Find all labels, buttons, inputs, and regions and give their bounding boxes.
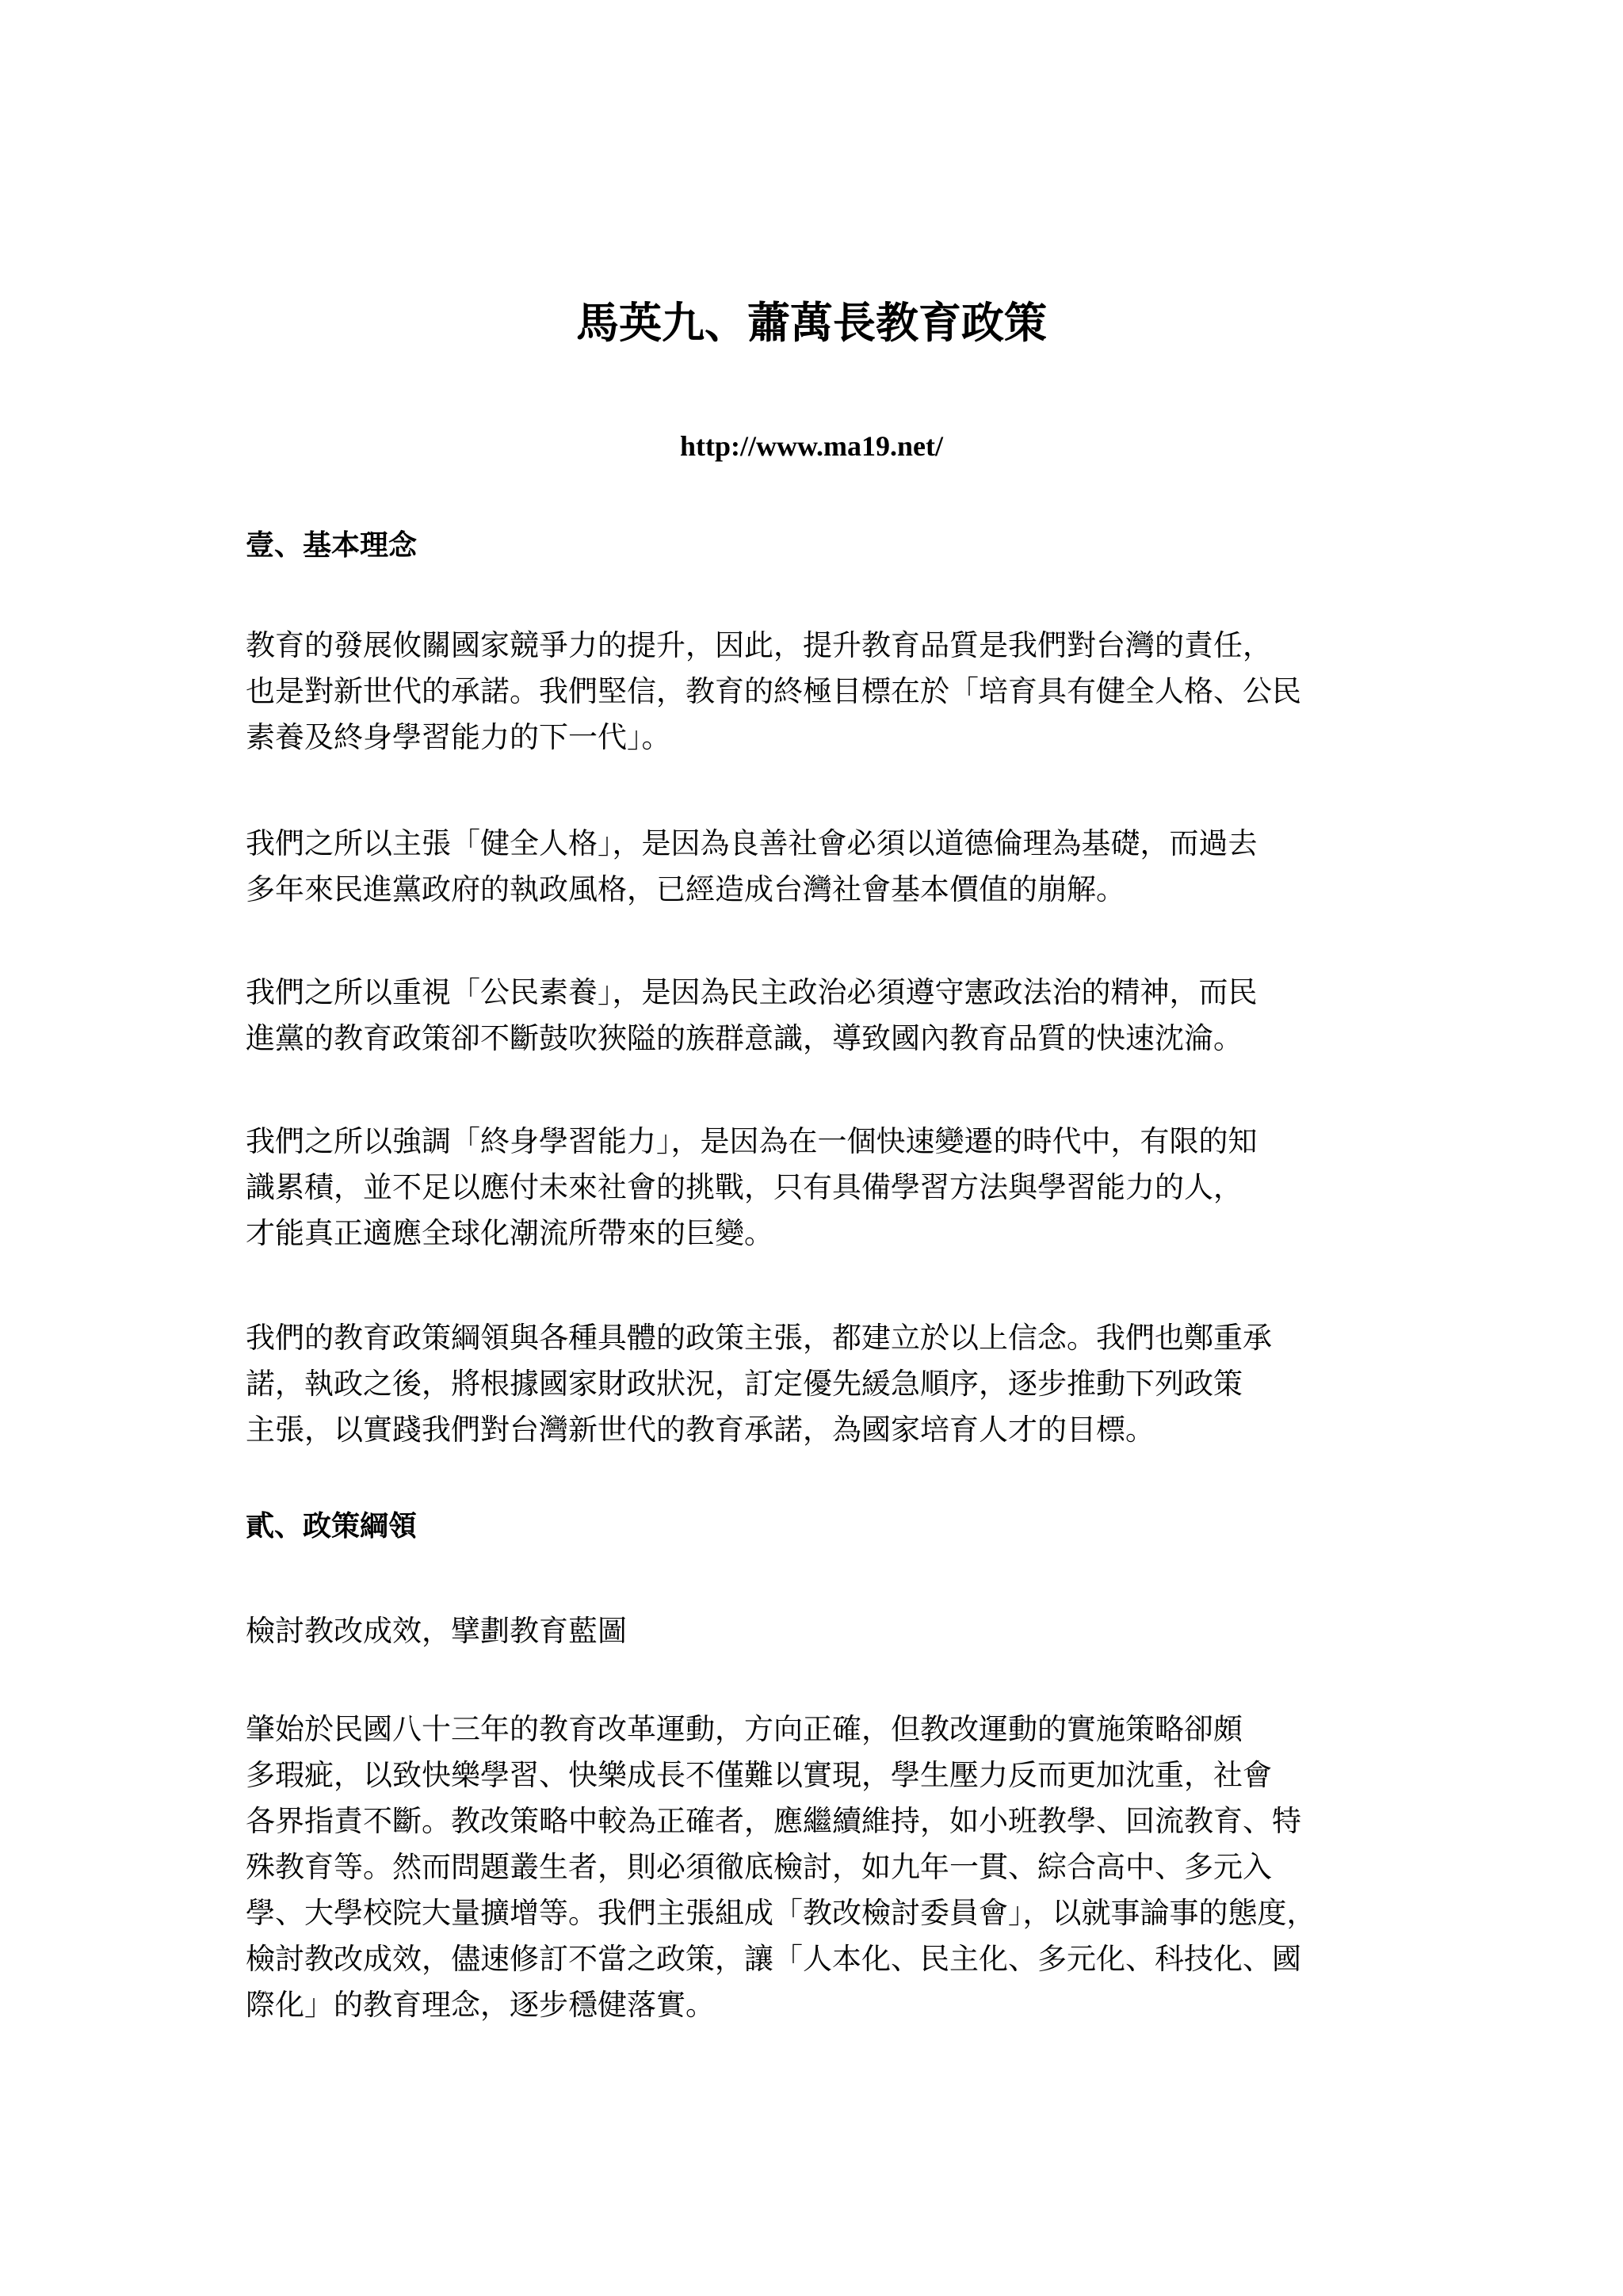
document-url: http://www.ma19.net/ [680,430,943,462]
paragraph-line: 肇始於民國八十三年的教育改革運動，方向正確，但教改運動的實施策略卻頗 [246,1712,1243,1746]
paragraph-line: 識累積，並不足以應付未來社會的挑戰，只有具備學習方法與學習能力的人， [246,1170,1243,1204]
paragraph-line: 檢討教改成效，儘速修訂不當之政策，讓「人本化、民主化、多元化、科技化、國 [246,1942,1301,1976]
paragraph-line: 我們之所以重視「公民素養」，是因為民主政治必須遵守憲政法治的精神，而民 [246,975,1258,1009]
paragraph-line: 我們的教育政策綱領與各種具體的政策主張，都建立於以上信念。我們也鄭重承 [246,1321,1272,1355]
paragraph-line: 學、大學校院大量擴增等。我們主張組成「教改檢討委員會」，以就事論事的態度， [246,1896,1316,1930]
section-heading-policy-outline: 貳、政策綱領 [246,1510,418,1543]
paragraph-line: 素養及終身學習能力的下一代」。 [246,720,671,754]
paragraph-line: 教育的發展攸關國家競爭力的提升，因此，提升教育品質是我們對台灣的責任， [246,628,1272,662]
section-heading-basic-ideas: 壹、基本理念 [246,529,418,562]
paragraph-line: 多年來民進黨政府的執政風格，已經造成台灣社會基本價值的崩解。 [246,872,1125,906]
paragraph [246,970,1419,1062]
paragraph-line: 才能真正適應全球化潮流所帶來的巨變。 [246,1216,773,1250]
paragraph-line: 我們之所以強調「終身學習能力」，是因為在一個快速變遷的時代中，有限的知 [246,1124,1258,1158]
paragraph-line: 各界指責不斷。教改策略中較為正確者，應繼續維持，如小班教學、回流教育、特 [246,1804,1301,1838]
paragraph-line: 檢討教改成效，擘劃教育藍圖 [246,1614,627,1648]
document-title: 馬英九、蕭萬長教育政策 [576,298,1047,348]
paragraph [246,1315,1419,1453]
paragraph-line: 我們之所以主張「健全人格」，是因為良善社會必須以道德倫理為基礎，而過去 [246,826,1258,860]
paragraph-line: 也是對新世代的承諾。我們堅信，教育的終極目標在於「培育具有健全人格、公民 [246,674,1301,708]
paragraph-line: 諾，執政之後，將根據國家財政狀況，訂定優先緩急順序，逐步推動下列政策 [246,1367,1243,1401]
paragraph-line: 際化」的教育理念，逐步穩健落實。 [246,1988,715,2022]
paragraph-line: 進黨的教育政策卻不斷鼓吹狹隘的族群意識，導致國內教育品質的快速沈淪。 [246,1021,1243,1055]
paragraph [246,1119,1419,1257]
paragraph-subtitle [246,1608,1419,1654]
paragraph [246,623,1419,761]
paragraph-line: 殊教育等。然而問題叢生者，則必須徹底檢討，如九年一貫、綜合高中、多元入 [246,1850,1272,1884]
paragraph-line: 多瑕疵，以致快樂學習、快樂成長不僅難以實現，學生壓力反而更加沈重，社會 [246,1758,1272,1792]
paragraph [246,1707,1419,2028]
paragraph-line: 主張，以實踐我們對台灣新世代的教育承諾，為國家培育人才的目標。 [246,1413,1155,1447]
paragraph [246,821,1419,913]
